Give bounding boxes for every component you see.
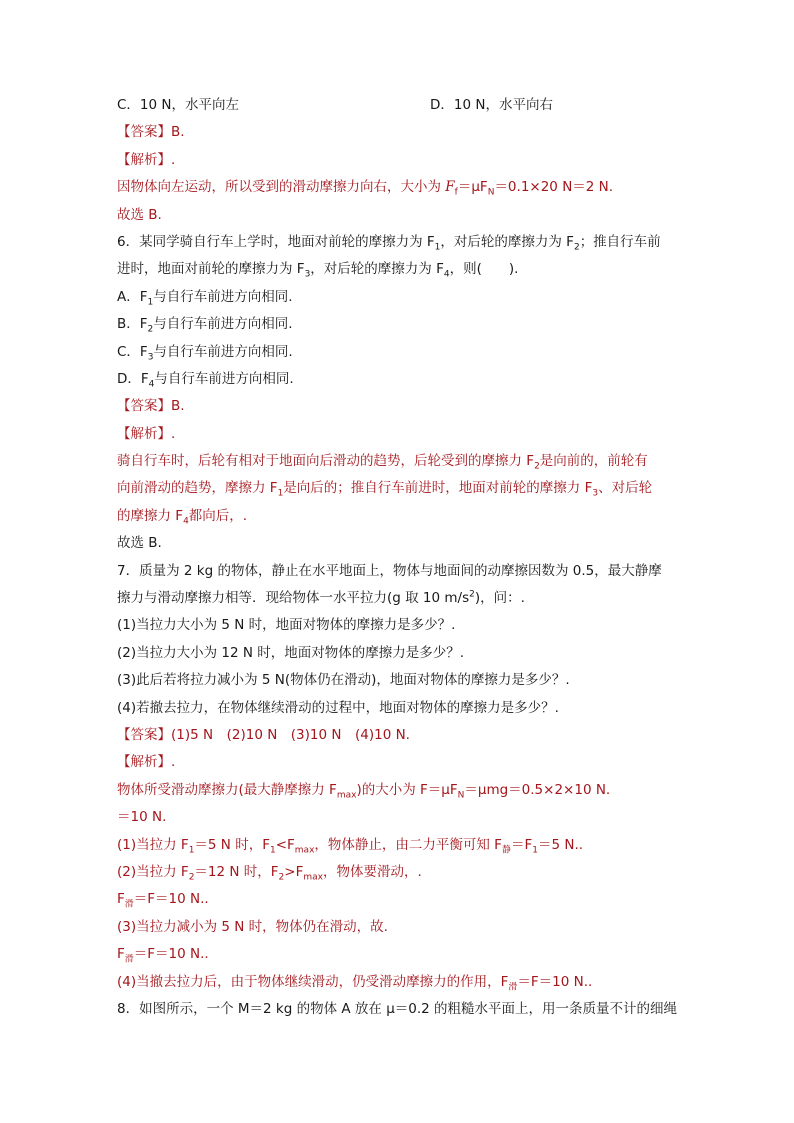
q6-answer: 【答案】B. xyxy=(117,398,185,415)
q6-stem-line-1: 6．某同学骑自行车上学时，地面对前轮的摩擦力为 $F_1$，对后轮的摩擦力为 $F_2$；推自行车前 xyxy=(117,233,661,253)
q7-step-1: (1)当拉力 $F_1=5$ N 时，$F_1<F_{max}$，物体静止，由二力平衡可知 $F_静=F_1=5$ N.. xyxy=(117,836,584,856)
q7-sub-question-4: (4)若撤去拉力，在物体继续滑动的过程中，地面对物体的摩擦力是多少？. xyxy=(117,699,559,716)
question-content xyxy=(117,92,677,1023)
q7-sub-question-2: (2)当拉力大小为 12 N 时，地面对物体的摩擦力是多少？. xyxy=(117,644,465,661)
q6-analysis-line-3: 的摩擦力 $F_4$都向后，. xyxy=(117,507,248,527)
q6-analysis-line-1: 骑自行车时，后轮有相对于地面向后滑动的趋势，后轮受到的摩擦力 $F_2$是向前的，前轮有 xyxy=(117,453,648,472)
q5-options-cd xyxy=(117,92,677,119)
q6-stem-line-2: 进时，地面对前轮的摩擦力为 $F_3$，对后轮的摩擦力为 $F_4$，则( ). xyxy=(117,261,519,281)
q5-option-c: C．10 N，水平向左 xyxy=(117,97,239,113)
q6-analysis-line-2: 向前滑动的趋势，摩擦力 $F_1$是向后的；推自行车前进时，地面对前轮的摩擦力 $F_3$、对后轮 xyxy=(117,480,653,500)
q6-analysis-label: 【解析】. xyxy=(117,425,176,442)
q7-step-2-result: $F_滑=F=10$ N.. xyxy=(117,891,209,911)
q6-option-b: B．$F_2$与自行车前进方向相同. xyxy=(117,316,293,335)
q7-analysis-line-2: ＝10 N. xyxy=(117,809,167,826)
q5-analysis-label: 【解析】. xyxy=(117,151,176,168)
q5-analysis-text: 因物体向左运动，所以受到的滑动摩擦力向右，大小为 $F_f=\mu F_N=0.1\times 20$ N＝2 N. xyxy=(117,179,614,198)
q6-option-d: D．$F_4$与自行车前进方向相同. xyxy=(117,370,294,390)
q7-step-4: (4)当撤去拉力后，由于物体继续滑动，仍受滑动摩擦力的作用，$F_滑=F=10$ N.. xyxy=(117,973,593,993)
q7-step-3: (3)当拉力减小为 5 N 时，物体仍在滑动，故. xyxy=(117,918,388,935)
q7-answer: 【答案】(1)5 N (2)10 N (3)10 N (4)10 N. xyxy=(117,726,410,743)
q7-analysis-label: 【解析】. xyxy=(117,754,176,771)
q8-stem-line-1: 8．如图所示，一个 M＝2 kg 的物体 A 放在 μ＝0.2 的粗糙水平面上，用一条质量不计的细绳 xyxy=(117,1000,678,1017)
q6-option-a: A．$F_1$与自行车前进方向相同. xyxy=(117,288,293,308)
q7-sub-question-3: (3)此后若将拉力减小为 5 N(物体仍在滑动)，地面对物体的摩擦力是多少？. xyxy=(117,672,570,689)
q7-step-3-result: $F_滑=F=10$ N.. xyxy=(117,946,209,965)
q7-stem-line-2: 擦力与滑动摩擦力相等．现给物体一水平拉力(g 取 10 $m/s^2$)，问：. xyxy=(117,589,525,607)
q5-answer: 【答案】B. xyxy=(117,124,185,141)
q7-step-2: (2)当拉力 $F_2=12$ N 时，$F_2>F_{max}$，物体要滑动，. xyxy=(117,863,422,883)
q7-sub-question-1: (1)当拉力大小为 5 N 时，地面对物体的摩擦力是多少？. xyxy=(117,617,456,634)
q6-option-c: C．$F_3$与自行车前进方向相同. xyxy=(117,343,293,363)
q7-stem-line-1: 7．质量为 2 kg 的物体，静止在水平地面上，物体与地面间的动摩擦因数为 0.5，最大静摩 xyxy=(117,562,662,579)
q7-analysis-line-1: 物体所受滑动摩擦力(最大静摩擦力 $F_{max}$)的大小为 $F=\mu F_N=\mu mg=0.5\times 2\times 10$ N. xyxy=(117,781,611,801)
q6-conclusion: 故选 B. xyxy=(117,535,162,552)
q5-conclusion: 故选 B. xyxy=(117,206,162,223)
q5-option-d: D．10 N，水平向右 xyxy=(430,97,553,113)
